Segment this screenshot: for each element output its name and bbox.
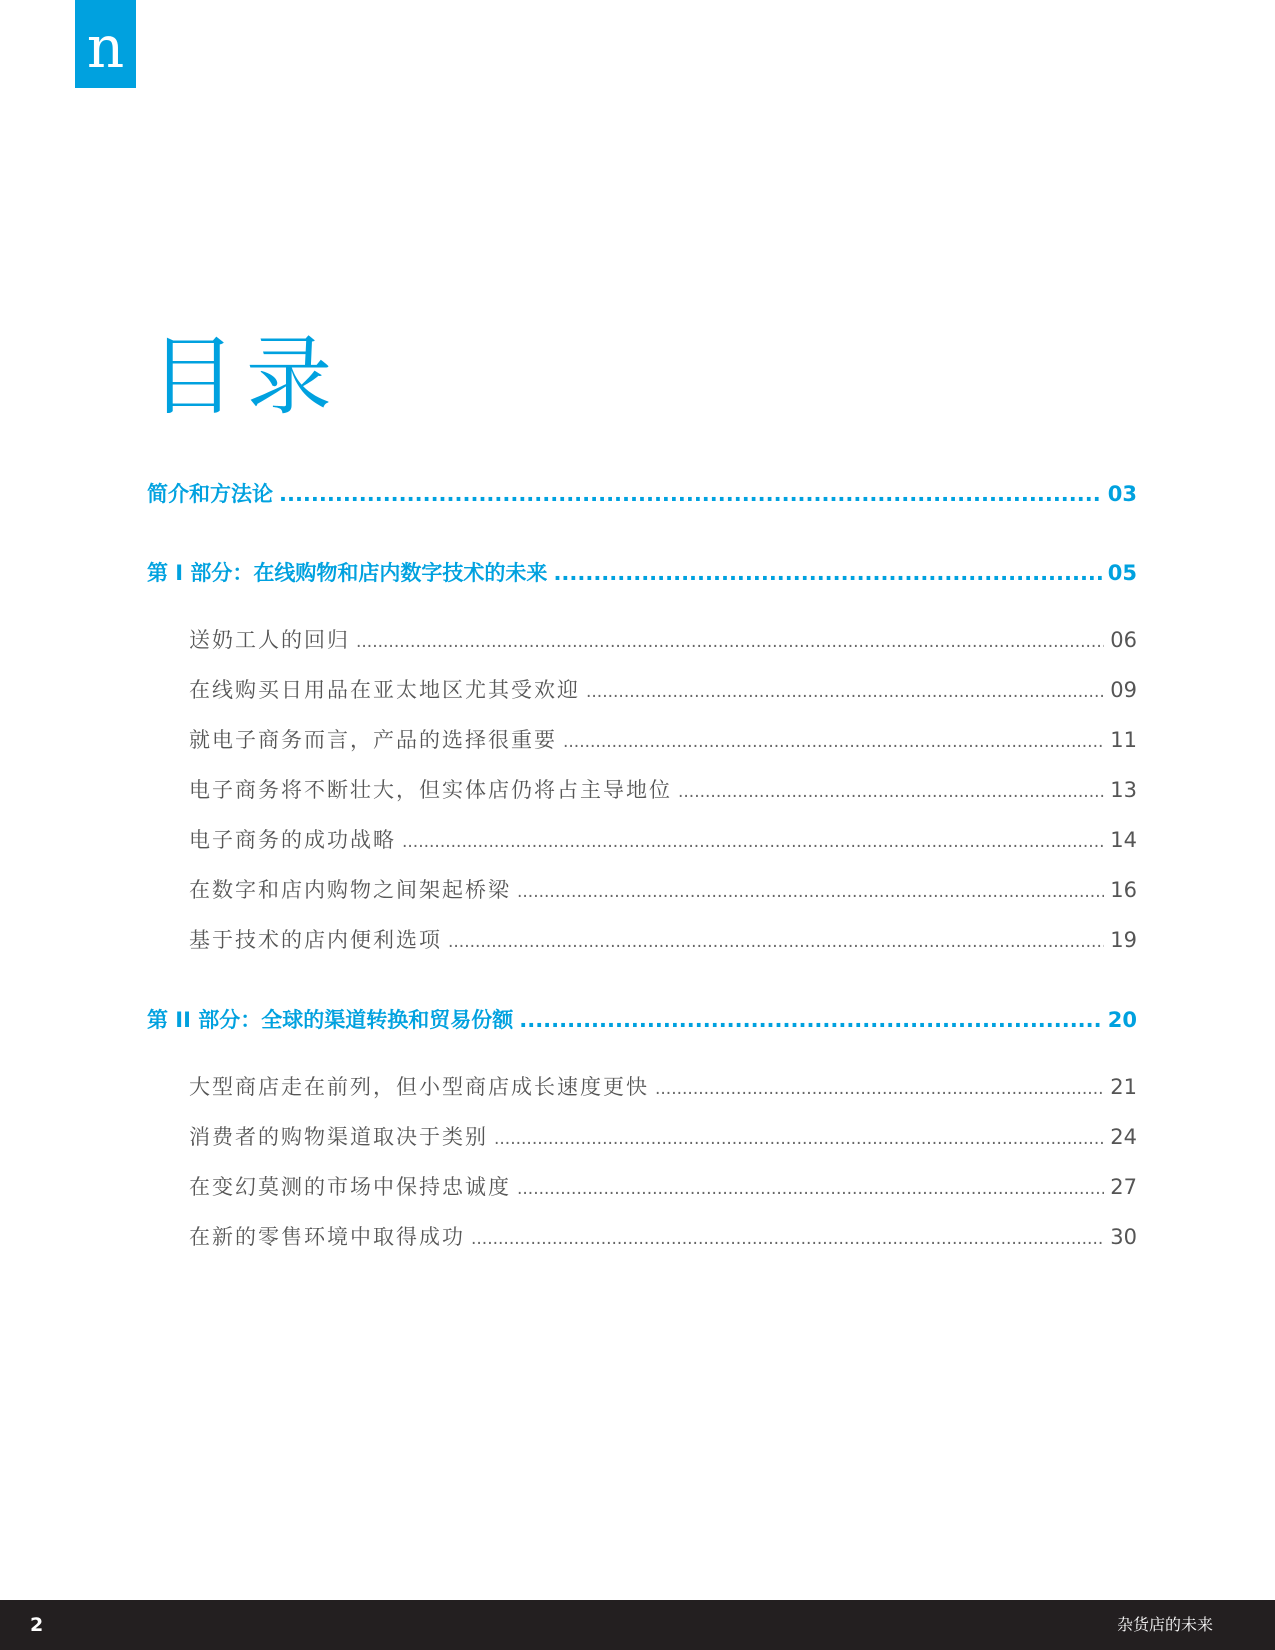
dot-leader [517,882,1104,902]
toc-page-number: 27 [1110,1175,1137,1199]
toc-item[interactable] [189,724,1137,758]
toc-item-label: 在线购买日用品在亚太地区尤其受欢迎 [189,678,580,702]
toc-item-label: 电子商务将不断壮大，但实体店仍将占主导地位 [189,778,672,802]
toc-section-intro[interactable] [147,478,1137,512]
dot-leader [517,1179,1104,1199]
toc-section-label: 第 I 部分：在线购物和店内数字技术的未来 [147,561,548,585]
toc-item[interactable] [189,1121,1137,1155]
dot-leader [519,1008,1102,1032]
dot-leader [402,832,1104,852]
toc-page-number: 03 [1107,482,1137,506]
toc-item[interactable] [189,674,1137,708]
toc-item-label: 在变幻莫测的市场中保持忠诚度 [189,1175,511,1199]
toc-item-label: 电子商务的成功战略 [189,828,396,852]
toc-page-number: 16 [1110,878,1137,902]
toc-item[interactable] [189,924,1137,958]
footer-report-title: 杂货店的未来 [1116,1615,1213,1634]
toc-page-number: 13 [1110,778,1137,802]
toc-page-number: 20 [1107,1008,1137,1032]
toc-item-label: 在新的零售环境中取得成功 [189,1225,465,1249]
dot-leader [553,561,1101,585]
toc-item[interactable] [189,824,1137,858]
toc-item-label: 送奶工人的回归 [189,628,350,652]
toc-page-number: 09 [1110,678,1137,702]
toc-section-part1[interactable] [147,557,1137,591]
page-title: 目录 [150,327,342,427]
toc-page-number: 21 [1110,1075,1137,1099]
dot-leader [586,682,1104,702]
toc-page-number: 06 [1110,628,1137,652]
toc-item-label: 在数字和店内购物之间架起桥梁 [189,878,511,902]
toc-page-number: 14 [1110,828,1137,852]
toc-item[interactable] [189,1171,1137,1205]
toc-section-label: 简介和方法论 [147,482,273,506]
dot-leader [494,1129,1104,1149]
dot-leader [471,1229,1104,1249]
dot-leader [356,632,1104,652]
toc-page-number: 19 [1110,928,1137,952]
dot-leader [655,1079,1104,1099]
nielsen-logo [75,0,136,88]
toc-item[interactable] [189,874,1137,908]
toc-item-label: 消费者的购物渠道取决于类别 [189,1125,488,1149]
dot-leader [448,932,1104,952]
toc-item-label: 基于技术的店内便利选项 [189,928,442,952]
toc-item[interactable] [189,1221,1137,1255]
toc-page-number: 11 [1110,728,1137,752]
toc-item-label: 就电子商务而言，产品的选择很重要 [189,728,557,752]
dot-leader [678,782,1104,802]
toc-page-number: 30 [1110,1225,1137,1249]
page-footer [0,1600,1275,1650]
toc-item[interactable] [189,1071,1137,1105]
toc-section-part2[interactable] [147,1004,1137,1038]
logo-letter: n [86,13,125,81]
toc-item-label: 大型商店走在前列，但小型商店成长速度更快 [189,1075,649,1099]
toc-section-label: 第 II 部分：全球的渠道转换和贸易份额 [147,1008,514,1032]
dot-leader [279,482,1102,506]
toc-page-number: 05 [1107,561,1137,585]
toc-page-number: 24 [1110,1125,1137,1149]
footer-page-number: 2 [30,1614,44,1636]
dot-leader [563,732,1104,752]
toc-item[interactable] [189,774,1137,808]
toc-item[interactable] [189,624,1137,658]
